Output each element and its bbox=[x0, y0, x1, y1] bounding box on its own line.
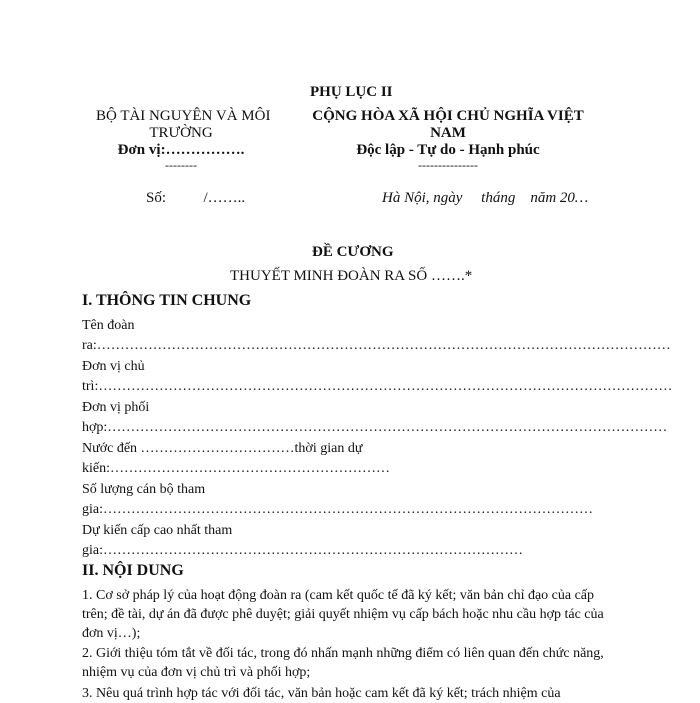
nation-name-line1: CỘNG HÒA XÃ HỘI CHỦ NGHĨA VIỆT bbox=[312, 108, 584, 124]
right-header-rule: --------------- bbox=[418, 158, 478, 172]
ministry-name-line1: BỘ TÀI NGUYÊN VÀ MÔI bbox=[96, 108, 271, 124]
section-2-heading: II. NỘI DUNG bbox=[82, 562, 184, 579]
field-label: Đơn vị chủ bbox=[82, 359, 145, 374]
field-highest-level bbox=[82, 521, 523, 561]
field-host-unit bbox=[82, 357, 672, 397]
number-prefix: Số: bbox=[146, 190, 167, 206]
section-1-heading: I. THÔNG TIN CHUNG bbox=[82, 292, 252, 309]
field-fill-line: ra:…………………………………………………………………………………………………………… bbox=[82, 338, 671, 353]
field-partner-unit bbox=[82, 398, 667, 438]
field-fill-line: kiến:…………………………………………………… bbox=[82, 461, 390, 476]
content-item-3: 3. Nêu quá trình hợp tác với đối tác, văn bản hoặc cam kết đã ký kết; trách nhiệm của bbox=[82, 686, 561, 701]
appendix-label: PHỤ LỤC II bbox=[310, 84, 393, 100]
number-suffix: /…….. bbox=[203, 190, 246, 206]
nation-name-line2: NAM bbox=[430, 125, 466, 141]
content-item-1: 1. Cơ sở pháp lý của hoạt động đoàn ra (cam kết quốc tế đã ký kết; văn bản chỉ đạo của cấp trên; đề tài, dự án đã được phê duyệt; giải quyết nhiệm vụ cấp bách hoặc nhu cầu hợp tác của đơn vị…); bbox=[82, 588, 604, 641]
content-item-2: 2. Giới thiệu tóm tắt về đối tác, trong đó nhấn mạnh những điểm có liên quan đến chức năng, nhiệm vụ của đơn vị chủ trì và phối hợp; bbox=[82, 646, 604, 680]
field-destination bbox=[82, 439, 390, 479]
ministry-name-line2: TRƯỜNG bbox=[149, 125, 213, 141]
field-staff-count bbox=[82, 480, 593, 520]
document-subtitle: THUYẾT MINH ĐOÀN RA SỐ …….* bbox=[230, 268, 473, 284]
field-label: Số lượng cán bộ tham bbox=[82, 482, 206, 497]
field-fill-line: gia:……………………………………………………………………………… bbox=[82, 543, 523, 558]
field-label: Dự kiến cấp cao nhất tham bbox=[82, 523, 233, 538]
right-header bbox=[298, 108, 598, 171]
document-title: ĐỀ CƯƠNG bbox=[312, 244, 394, 260]
document-number bbox=[146, 190, 245, 207]
motto: Độc lập - Tự do - Hạnh phúc bbox=[356, 142, 540, 158]
field-label: Nước đến ……………………………thời gian dự bbox=[82, 441, 363, 456]
field-delegation-name bbox=[82, 316, 671, 356]
left-header-rule: -------- bbox=[165, 158, 197, 172]
field-fill-line: hợp:………………………………………………………………………………………………………… bbox=[82, 420, 668, 435]
field-fill-line: gia:…………………………………………………………………………………………… bbox=[82, 502, 593, 517]
unit-line: Đơn vị:……………. bbox=[117, 142, 245, 158]
field-fill-line: trì:…………………………………………………………………………………………………………… bbox=[82, 379, 673, 394]
field-label: Đơn vị phối bbox=[82, 400, 150, 415]
field-label: Tên đoàn bbox=[82, 318, 135, 333]
left-header bbox=[96, 108, 271, 172]
place-date: Hà Nội, ngày tháng năm 20… bbox=[382, 190, 589, 206]
